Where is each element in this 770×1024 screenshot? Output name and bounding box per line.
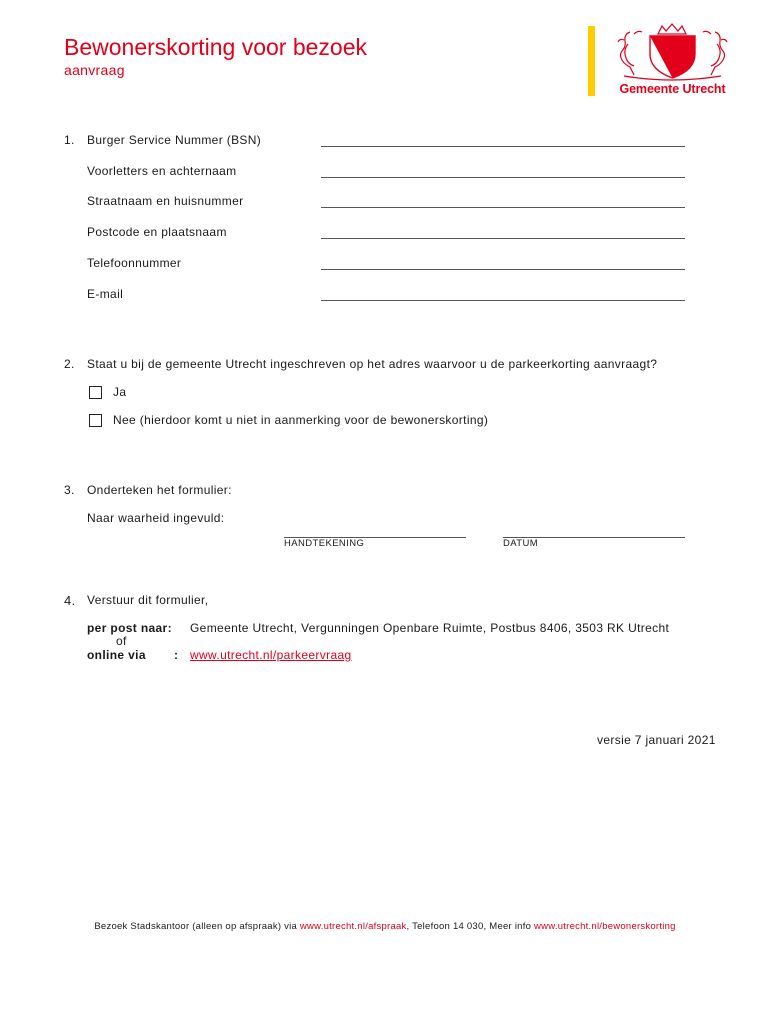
section-3-number: 3. [64,483,75,497]
post-label: per post naar: [87,621,172,635]
phone-label: Telefoonnummer [87,256,182,270]
afspraak-link[interactable]: www.utrecht.nl/afspraak [299,921,407,932]
section-2-number: 2. [64,357,75,371]
footer-text-2: , Telefoon 14 030, Meer info [406,921,535,932]
online-colon: : [174,648,179,662]
bsn-label: Burger Service Nummer (BSN) [87,133,262,147]
email-field[interactable] [321,300,685,301]
residence-question: Staat u bij de gemeente Utrecht ingeschreven op het adres waarvoor u de parkeerkorting aanvraagt? [87,357,658,371]
footer [0,921,770,932]
postcode-label: Postcode en plaatsnaam [87,225,227,239]
logo-text: Gemeente Utrecht [619,82,726,96]
online-label: online via [87,648,146,662]
phone-field[interactable] [321,269,685,270]
sign-heading: Onderteken het formulier: [87,483,232,497]
sign-intro: Naar waarheid ingevuld: [87,511,225,525]
coat-of-arms-icon [610,22,735,82]
send-heading: Verstuur dit formulier, [87,593,209,607]
bewonerskorting-link[interactable]: www.utrecht.nl/bewonerskorting [534,921,676,932]
bsn-field[interactable] [321,146,685,147]
brand-accent-bar [588,26,595,96]
version-text: versie 7 januari 2021 [597,733,716,747]
page-title: Bewonerskorting voor bezoek [64,34,367,60]
name-field[interactable] [321,177,685,178]
gemeente-utrecht-logo [610,22,735,100]
footer-text-1: Bezoek Stadskantoor (alleen op afspraak) via [94,921,300,932]
parkeervraag-link[interactable]: www.utrecht.nl/parkeervraag [190,648,352,662]
section-4-number: 4. [64,593,76,608]
post-address: Gemeente Utrecht, Vergunningen Openbare Ruimte, Postbus 8406, 3503 RK Utrecht [190,621,670,635]
nee-label: Nee (hierdoor komt u niet in aanmerking voor de bewonerskorting) [113,413,489,427]
ja-label: Ja [113,385,127,399]
postcode-field[interactable] [321,238,685,239]
date-label: DATUM [503,538,539,549]
signature-label: HANDTEKENING [284,538,365,549]
section-1-number: 1. [64,133,75,147]
ja-checkbox[interactable] [89,386,102,399]
street-field[interactable] [321,207,685,208]
name-label: Voorletters en achternaam [87,164,237,178]
or-text: of [116,634,127,648]
street-label: Straatnaam en huisnummer [87,194,244,208]
page-subtitle: aanvraag [64,62,125,78]
nee-checkbox[interactable] [89,414,102,427]
email-label: E-mail [87,287,124,301]
